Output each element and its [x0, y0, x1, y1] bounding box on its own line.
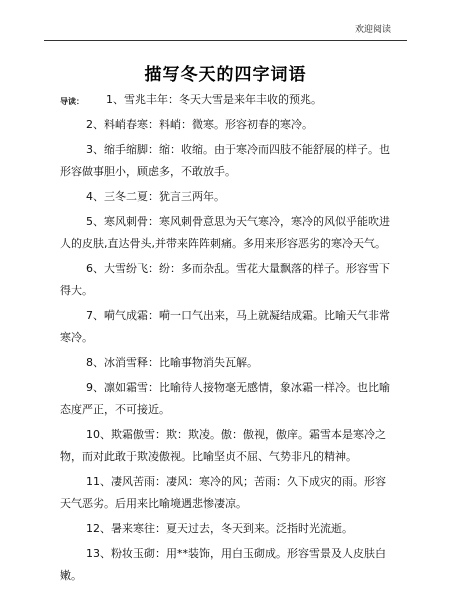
entry-text: 料峭春寒：料峭：微寒。形容初春的寒冷。 [104, 118, 313, 131]
list-item [60, 139, 392, 183]
entry-number: 4、 [86, 190, 104, 203]
entry-text: 雪兆丰年：冬天大雪是来年丰收的预兆。 [124, 93, 322, 106]
entry-text: 暑来寒往：夏天过去，冬天到来。泛指时光流逝。 [111, 522, 353, 535]
list-item [60, 258, 392, 302]
list-item [60, 211, 392, 255]
entry-list [60, 89, 392, 590]
entry-number: 13、 [86, 547, 111, 560]
list-item [60, 424, 392, 468]
entry-number: 7、 [86, 309, 104, 322]
list-item [60, 305, 392, 349]
list-item [60, 377, 392, 421]
entry-text: 缩手缩脚：缩：收缩。由于寒冷而四肢不能舒展的样子。也形容做事胆小，顾虑多，不敢放手。 [60, 143, 390, 178]
entry-text: 三冬二夏：犹言三两年。 [104, 190, 225, 203]
entry-number: 5、 [86, 215, 104, 228]
entry-text: 嗬气成霜：嗬一口气出来，马上就凝结成霜。比喻天气非常寒冷。 [60, 309, 390, 344]
entry-text: 粉妆玉砌：用**装饰，用白玉砌成。形容雪景及人皮肤白嫩。 [60, 547, 386, 582]
list-item [60, 89, 392, 111]
list-item [60, 543, 392, 587]
entry-number: 3、 [86, 143, 104, 156]
entry-number: 2、 [86, 118, 104, 131]
list-item [60, 114, 392, 136]
entry-text: 寒风刺骨：寒风刺骨意思为天气寒冷，寒冷的风似乎能吹进人的皮肤,直达骨头,并带来阵阵刺痛。多用来形容恶劣的寒冷天气。 [60, 215, 390, 250]
entry-number: 6、 [86, 262, 104, 275]
entry-number: 11、 [86, 475, 111, 488]
entry-text: 冰消雪释：比喻事物消失瓦解。 [104, 356, 258, 369]
entry-text: 凄风苦雨：凄风：寒冷的风；苦雨：久下成灾的雨。形容天气恶劣。后用来比喻境遇悲惨凄凉。 [60, 475, 386, 510]
entry-text: 大雪纷飞：纷：多而杂乱。雪花大量飘落的样子。形容雪下得大。 [60, 262, 390, 297]
entry-number: 1、 [106, 93, 124, 106]
list-item [60, 186, 392, 208]
entry-number: 9、 [86, 381, 104, 394]
entry-text: 凛如霜雪：比喻待人接物毫无感情，象冰霜一样冷。也比喻态度严正，不可接近。 [60, 381, 390, 416]
list-item [60, 471, 392, 515]
entry-number: 12、 [86, 522, 111, 535]
entry-text: 欺霜傲雪：欺：欺凌。傲：傲视，傲庠。霜雪本是寒冷之物，而对此敢于欺凌傲视。比喻坚贞不屈、气势非凡的精神。 [60, 428, 386, 463]
header-divider [44, 40, 407, 41]
header-note: 欢迎阅读 [354, 25, 391, 35]
entry-number: 10、 [86, 428, 111, 441]
list-item [60, 518, 392, 540]
document-title: 描写冬天的四字词语 [144, 65, 307, 85]
intro-label: 导读： [60, 97, 84, 106]
entry-number: 8、 [86, 356, 104, 369]
list-item [60, 352, 392, 374]
